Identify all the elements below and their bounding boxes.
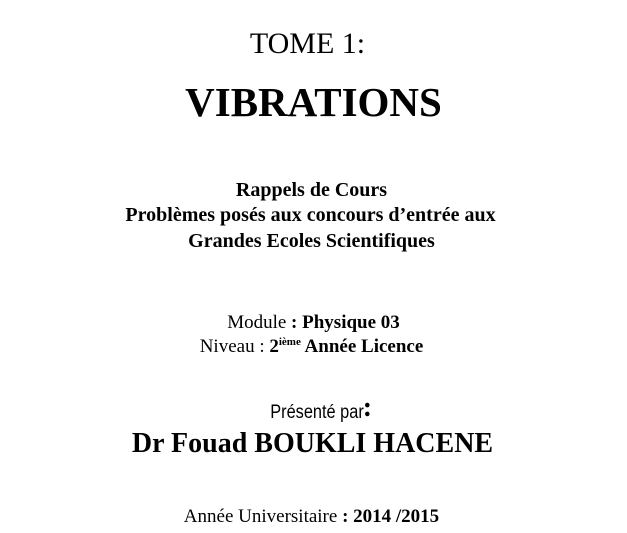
module-separator: : — [291, 312, 303, 333]
module-line — [0, 311, 627, 334]
author-name: Dr Fouad BOUKLI HACENE — [131, 428, 494, 459]
level-number: 2 — [269, 336, 279, 357]
academic-year-separator: : — [342, 506, 354, 527]
subtitle-line-2: Problèmes posés aux concours d’entrée aux — [125, 204, 496, 226]
document-title: VIBRATIONS — [185, 79, 442, 125]
presented-by-line — [0, 392, 627, 427]
subtitle-line-3: Grandes Ecoles Scientifiques — [188, 230, 435, 252]
subtitle-line-1: Rappels de Cours — [235, 179, 388, 201]
level-exponent: ième — [278, 336, 301, 348]
module-label: Module — [227, 312, 292, 333]
tome-number: TOME 1: — [249, 27, 366, 60]
academic-year-label: Année Universitaire — [183, 506, 343, 527]
level-line — [0, 335, 625, 358]
academic-year-value: 2014 /2015 — [353, 506, 440, 527]
level-value: Année Licence — [300, 336, 424, 357]
presented-by-colon: : — [362, 392, 373, 423]
module-value: Physique 03 — [302, 312, 400, 333]
presented-by-label: Présenté par — [270, 402, 364, 423]
academic-year-line — [0, 505, 625, 529]
level-label: Niveau : — [199, 336, 270, 357]
